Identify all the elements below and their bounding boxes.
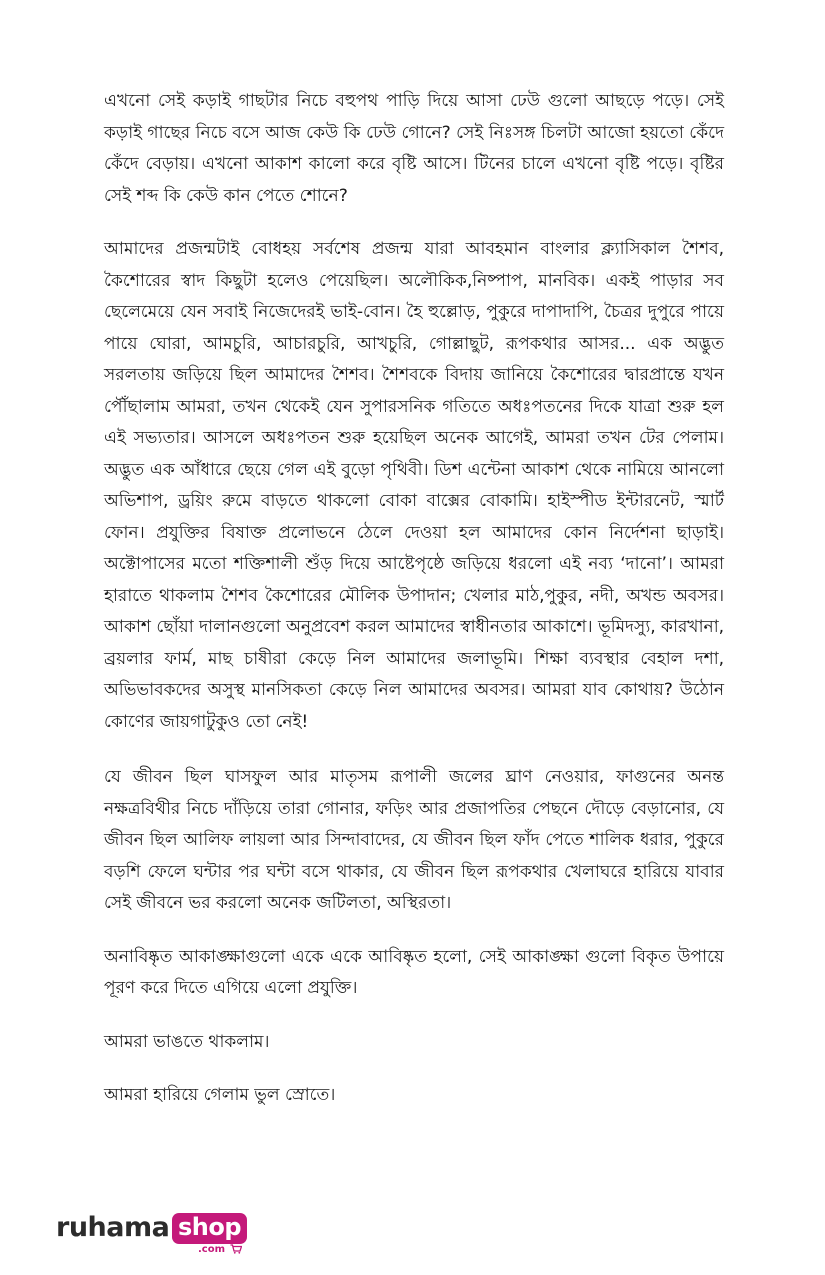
- paragraph-1: এখনো সেই কড়াই গাছটার নিচে বহুপথ পাড়ি দিয়ে আসা ঢেউ গুলো আছড়ে পড়ে। সেই কড়াই গাছের নিচে বসে আজ কেউ কি ঢেউ গোনে? সেই নিঃসঙ্গ চিলটা আজো হয়তো কেঁদে কেঁদে বেড়ায়। এখনো আকাশ কালো করে বৃষ্টি আসে। টিনের চালে এখনো বৃষ্টি পড়ে। বৃষ্টির সেই শব্দ কি কেউ কান পেতে শোনে?: [104, 91, 724, 206]
- paragraph-2: আমাদের প্রজন্মটাই বোধহয় সর্বশেষ প্রজন্ম যারা আবহমান বাংলার ক্ল্যাসিকাল শৈশব, কৈশোরের স্বাদ কিছুটা হলেও পেয়েছিল। অলৌকিক,নিষ্পাপ, মানবিক। একই পাড়ার সব ছেলেমেয়ে যেন সবাই নিজেদেরই ভাই-বোন। হৈ হুল্লোড়, পুকুরে দাপাদাপি, চৈত্রর দুপুরে পায়ে পায়ে ঘোরা, আমচুরি, আচারচুরি, আখচুরি, গোল্লাছুট, রূপকথার আসর... এক অদ্ভুত সরলতায় জড়িয়ে ছিল আমাদের শৈশব। শৈশবকে বিদায় জানিয়ে কৈশোরের দ্বারপ্রান্তে যখন পৌঁছালাম আমরা, তখন থেকেই যেন সুপারসনিক গতিতে অধঃপতনের দিকে যাত্রা শুরু হল এই সভ্যতার। আসলে অধঃপতন শুরু হয়েছিল অনেক আগেই, আমরা তখন টের পেলাম। অদ্ভুত এক আঁধারে ছেয়ে গেল এই বুড়ো পৃথিবী। ডিশ এন্টেনা আকাশ থেকে নামিয়ে আনলো অভিশাপ, ড্রয়িং রুমে বাড়তে থাকলো বোকা বাক্সের বোকামি। হাইস্পীড ইন্টারনেট, স্মার্ট ফোন। প্রযুক্তির বিষাক্ত প্রলোভনে ঠেলে দেওয়া হল আমাদের কোন নির্দেশনা ছাড়াই। অক্টোপাসের মতো শক্তিশালী শুঁড় দিয়ে আষ্টেপৃষ্ঠে জড়িয়ে ধরলো এই নব্য ‘দানো’। আমরা হারাতে থাকলাম শৈশব কৈশোরের মৌলিক উপাদান; খেলার মাঠ,পুকুর, নদী, অখন্ড অবসর। আকাশ ছোঁয়া দালানগুলো অনুপ্রবেশ করল আমাদের স্বাধীনতার আকাশে। ভূমিদস্যু, কারখানা, ব্রয়লার ফার্ম, মাছ চাষীরা কেড়ে নিল আমাদের জলাভূমি। শিক্ষা ব্যবস্থার বেহাল দশা, অভিভাবকদের অসুস্থ মানসিকতা কেড়ে নিল আমাদের অবসর। আমরা যাব কোথায়? উঠোন কোণের জায়গাটুকুও তো নেই!: [104, 239, 724, 732]
- paragraph-6: আমরা হারিয়ে গেলাম ভুল স্রোতে।: [104, 1085, 336, 1105]
- paragraph-5: আমরা ভাঙতে থাকলাম।: [104, 1031, 270, 1052]
- cart-icon: [230, 1244, 242, 1254]
- paragraph-3: যে জীবন ছিল ঘাসফুল আর মাতৃসম রূপালী জলের ঘ্রাণ নেওয়ার, ফাগুনের অনন্ত নক্ষত্রবিথীর নিচে দাঁড়িয়ে তারা গোনার, ফড়িং আর প্রজাপতির পেছনে দৌড়ে বেড়ানোর, যে জীবন ছিল আলিফ লায়লা আর সিন্দাবাদের, যে জীবন ছিল ফাঁদ পেতে শালিক ধরার, পুকুরে বড়শি ফেলে ঘন্টার পর ঘন্টা বসে থাকার, যে জীবন ছিল রূপকথার খেলাঘরে হারিয়ে যাবার সেই জীবনে ভর করলো অনেক জটিলতা, অস্থিরতা।: [104, 767, 724, 913]
- logo-text-domain: .com: [198, 1244, 226, 1255]
- page-body: [104, 86, 724, 1134]
- ruhamashop-logo: [56, 1210, 256, 1260]
- logo-shop-badge: [172, 1213, 247, 1244]
- paragraph-4: অনাবিষ্কৃত আকাঙ্ক্ষাগুলো একে একে আবিষ্কৃত হলো, সেই আকাঙ্ক্ষা গুলো বিকৃত উপায়ে পূরণ করে দিতে এগিয়ে এলো প্রযুক্তি।: [104, 946, 724, 998]
- logo-text-ruhama: ruhama: [56, 1212, 170, 1243]
- logo-text-shop: shop: [178, 1213, 242, 1241]
